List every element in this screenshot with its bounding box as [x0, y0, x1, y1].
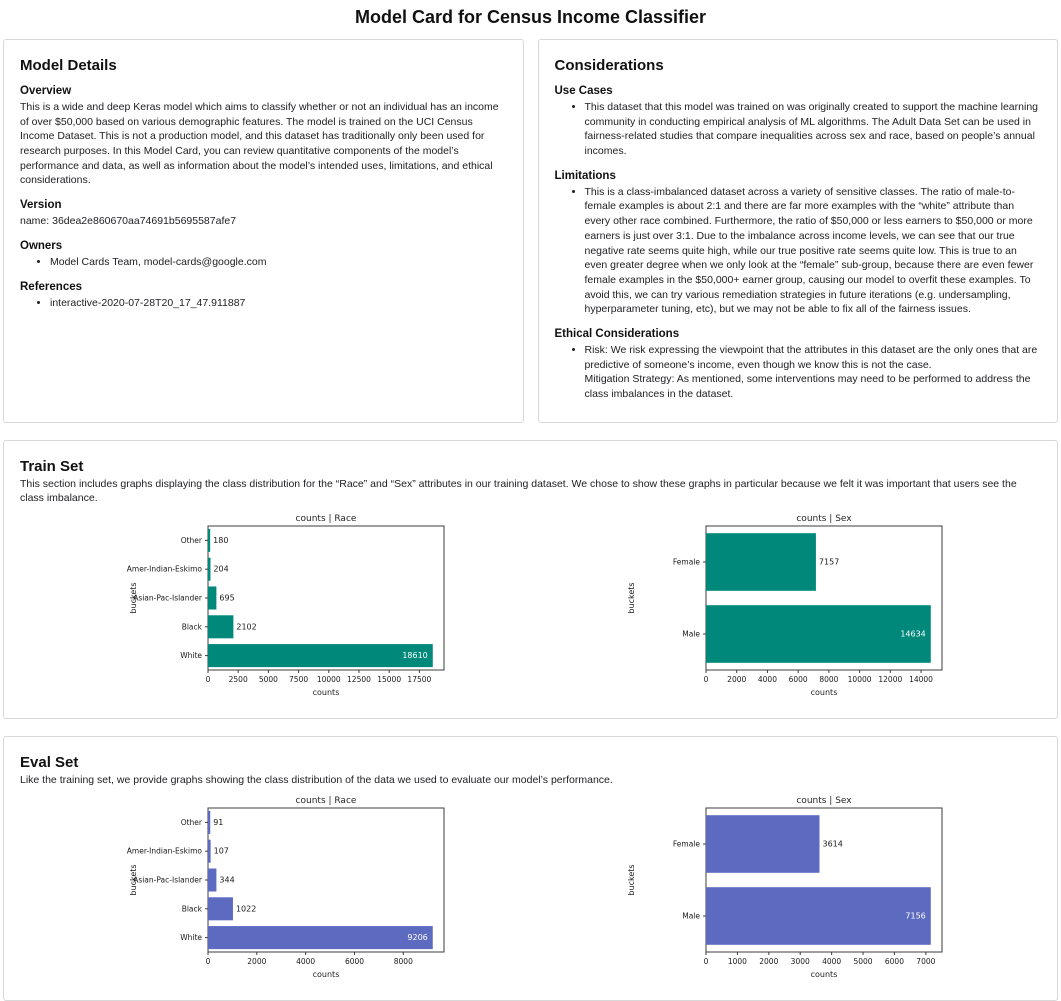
svg-text:Asian-Pac-Islander: Asian-Pac-Islander — [133, 593, 202, 603]
svg-text:counts | Race: counts | Race — [295, 795, 357, 806]
svg-text:counts: counts — [810, 969, 838, 979]
svg-text:White: White — [180, 651, 202, 661]
version-heading: Version — [20, 199, 62, 212]
use-cases-list — [555, 100, 1042, 159]
svg-text:buckets: buckets — [627, 864, 636, 896]
use-cases-item: • This dataset that this model was trained on was originally created to support the machine learning community in conducting empirical analysis of ML algorithms. The Adult Data Set can be used in fairness-related studies that compare inequalities across sex and race, based on people’s annual incomes. — [585, 100, 1042, 159]
limitations-item: • This is a class-imbalanced dataset across a variety of sensitive classes. The ratio of male-to-female examples is about 2:1 and there are far more examples with the “white” attribute than every other race combined. Furthermore, the ratio of $50,000 or less earners to $50,000 or more earners is just over 3:1. Due to the imbalance across income levels, we can see that our true negative rate seems quite high, while our true positive rate seems quite low. This is true to an even greater degree when we only look at the “female” sub-group, because there are even fewer female examples in the $50,000+ earner group, causing our model to overfit these examples. To avoid this, we can try various remediation strategies in future iterations (e.g. undersampling, hyperparameter tuning, etc), but we may not be able to fix all of the fairness issues. — [585, 185, 1042, 317]
svg-text:6000: 6000 — [884, 956, 904, 966]
svg-text:buckets: buckets — [129, 864, 138, 896]
eval-set-heading: Eval Set — [20, 754, 79, 772]
svg-text:0: 0 — [703, 675, 709, 685]
svg-text:15000: 15000 — [377, 675, 402, 685]
overview-heading: Overview — [20, 85, 72, 97]
svg-text:White: White — [180, 932, 202, 942]
svg-text:1000: 1000 — [727, 956, 747, 966]
svg-text:5000: 5000 — [258, 675, 278, 685]
ethical-risk-line: • Risk: We risk expressing the viewpoint that the attributes in this dataset are the only ones that are predictive of someone’s income, even though we know this is not the case. — [584, 343, 1038, 371]
train-race-chart — [124, 512, 454, 704]
ethical-mitigation-line: Mitigation Strategy: As mentioned, some interventions may need to be performed to address the class imbalances in the dataset. — [584, 373, 1031, 400]
svg-text:counts: counts — [810, 688, 838, 698]
svg-text:6000: 6000 — [788, 675, 808, 685]
owners-list — [20, 255, 507, 270]
svg-text:1022: 1022 — [235, 904, 257, 914]
svg-text:7000: 7000 — [916, 956, 936, 966]
svg-text:counts: counts — [312, 969, 340, 979]
limitations-heading: Limitations — [554, 169, 616, 182]
eval-charts-row — [20, 794, 1041, 986]
svg-text:4000: 4000 — [757, 675, 777, 685]
svg-text:7500: 7500 — [289, 675, 309, 685]
svg-text:12000: 12000 — [878, 675, 903, 685]
svg-text:17500: 17500 — [407, 675, 432, 685]
ethical-considerations-heading: Ethical Considerations — [554, 327, 680, 340]
overview-text: This is a wide and deep Keras model which aims to classify whether or not an individual has an income of over $50,000 based on various demographic features. The model is trained on the UCI Census Income Dataset. This is not a production model, and this dataset has traditionally only been used for research purposes. In this Model Card, you can review quantitative components of the model’s performance and data, as well as information about the model’s intended uses, limitations, and ethical considerations. — [20, 101, 499, 187]
svg-text:4000: 4000 — [296, 956, 316, 966]
eval-sex-chart — [622, 794, 952, 986]
svg-text:9206: 9206 — [407, 932, 428, 942]
svg-text:counts | Sex: counts | Sex — [796, 514, 852, 525]
svg-text:10000: 10000 — [847, 675, 872, 685]
svg-text:0: 0 — [205, 675, 211, 685]
svg-text:4000: 4000 — [822, 956, 842, 966]
svg-text:6000: 6000 — [344, 956, 365, 966]
eval-set-description: Like the training set, we provide graphs showing the class distribution of the data we used to evaluate our model’s performance. — [20, 774, 613, 787]
use-cases-heading: Use Cases — [554, 85, 613, 97]
limitations-list — [555, 185, 1042, 317]
version-text: name: 36dea2e860670aa74691b5695587afe7 — [20, 215, 237, 228]
svg-text:107: 107 — [213, 846, 229, 856]
svg-text:2500: 2500 — [228, 675, 248, 685]
model-details-heading: Model Details — [20, 57, 117, 74]
train-set-description: This section includes graphs displaying the class distribution for the “Race” and “Sex” attributes in our training dataset. We chose to show these graphs in particular because we felt it was important that users see the class imbalance. — [20, 477, 1017, 505]
svg-text:344: 344 — [219, 875, 235, 885]
considerations-heading: Considerations — [554, 57, 664, 74]
eval-race-chart — [124, 794, 454, 986]
svg-text:Male: Male — [682, 911, 700, 921]
svg-text:Asian-Pac-Islander: Asian-Pac-Islander — [133, 875, 202, 885]
eval-set-card — [3, 736, 1058, 1001]
svg-text:18610: 18610 — [402, 651, 428, 661]
svg-text:2102: 2102 — [236, 622, 257, 632]
svg-text:91: 91 — [213, 817, 224, 827]
svg-text:Female: Female — [672, 557, 700, 567]
top-cards-row — [3, 39, 1058, 423]
considerations-card — [538, 39, 1059, 423]
train-charts-row — [20, 512, 1041, 704]
svg-text:180: 180 — [213, 535, 229, 545]
svg-text:12500: 12500 — [347, 675, 371, 685]
svg-text:counts | Race: counts | Race — [295, 514, 357, 525]
svg-text:8000: 8000 — [393, 956, 413, 966]
owners-heading: Owners — [20, 239, 63, 252]
svg-text:Amer-Indian-Eskimo: Amer-Indian-Eskimo — [126, 564, 202, 574]
svg-text:counts | Sex: counts | Sex — [796, 795, 852, 806]
svg-text:Other: Other — [180, 817, 202, 827]
svg-text:Amer-Indian-Eskimo: Amer-Indian-Eskimo — [126, 846, 202, 856]
svg-text:14634: 14634 — [900, 629, 926, 639]
train-set-heading: Train Set — [20, 457, 84, 475]
ethical-considerations-list — [555, 343, 1042, 402]
svg-text:buckets: buckets — [129, 582, 138, 614]
svg-text:695: 695 — [219, 593, 235, 603]
svg-text:2000: 2000 — [759, 956, 779, 966]
svg-text:Female: Female — [672, 839, 700, 849]
svg-text:3000: 3000 — [790, 956, 810, 966]
svg-text:buckets: buckets — [627, 582, 636, 614]
svg-text:Black: Black — [181, 622, 202, 632]
svg-text:3614: 3614 — [822, 839, 843, 849]
references-heading: References — [20, 280, 83, 293]
page-title: Model Card for Census Income Classifier — [354, 7, 707, 27]
train-set-card — [3, 440, 1058, 719]
svg-text:14000: 14000 — [909, 675, 933, 685]
references-list — [20, 296, 507, 311]
owners-item: • Model Cards Team, model-cards@google.com — [50, 255, 507, 270]
svg-text:5000: 5000 — [853, 956, 873, 966]
svg-text:Male: Male — [682, 629, 700, 639]
svg-text:8000: 8000 — [819, 675, 839, 685]
svg-text:0: 0 — [205, 956, 211, 966]
svg-text:7157: 7157 — [818, 557, 840, 567]
svg-text:204: 204 — [213, 564, 229, 574]
svg-text:2000: 2000 — [727, 675, 747, 685]
svg-text:counts: counts — [312, 688, 340, 698]
train-sex-chart — [622, 512, 952, 704]
svg-text:Black: Black — [181, 904, 202, 914]
svg-text:Other: Other — [180, 535, 202, 545]
svg-text:7156: 7156 — [905, 911, 926, 921]
references-item: • interactive-2020-07-28T20_17_47.911887 — [50, 296, 507, 311]
svg-text:10000: 10000 — [316, 675, 341, 685]
model-details-card — [3, 39, 524, 423]
svg-text:0: 0 — [703, 956, 709, 966]
svg-text:2000: 2000 — [247, 956, 267, 966]
ethical-considerations-item — [585, 343, 1042, 402]
